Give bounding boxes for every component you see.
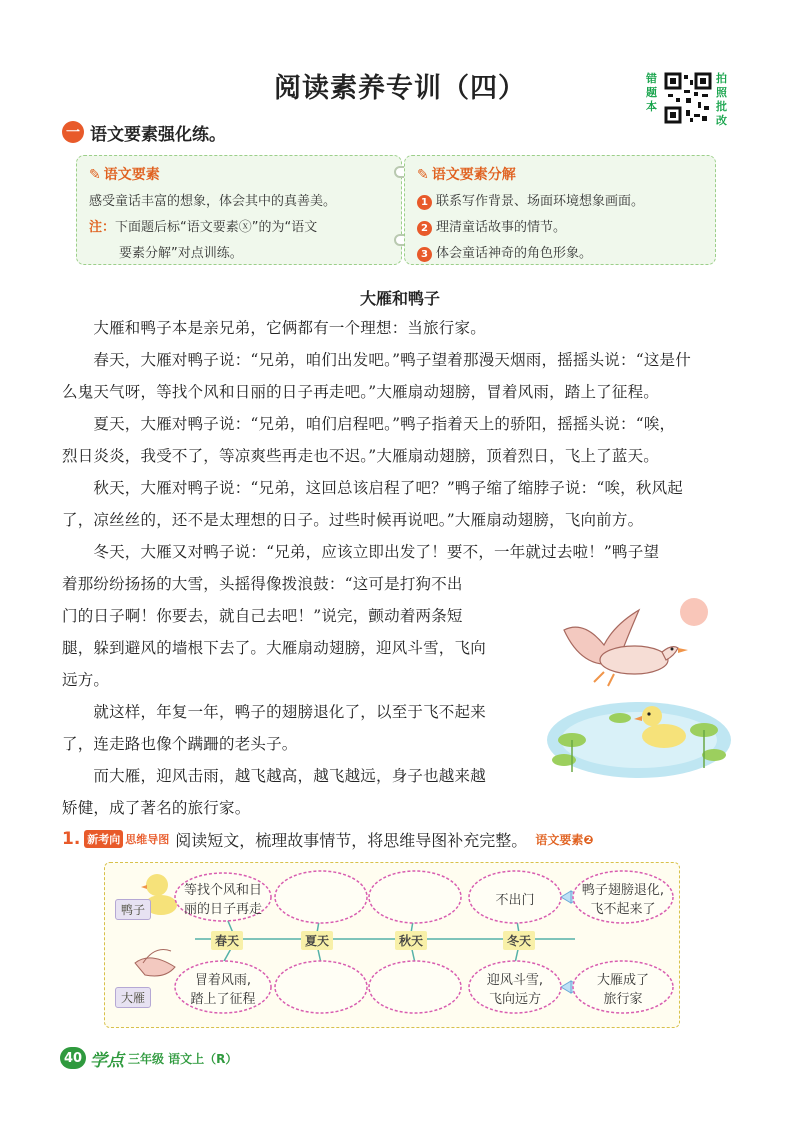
qr-code-icon[interactable] — [664, 72, 712, 124]
section-title: 语文要素强化练。 — [90, 124, 226, 145]
story-title: 大雁和鸭子 — [359, 289, 440, 308]
brand-logo: 学点 — [90, 1050, 124, 1071]
breakdown-item: 1 联系写作背景、场面环境想象画面。 — [417, 190, 644, 210]
goose-spring-text: 冒着风雨, 踏上了征程 — [190, 973, 256, 1007]
mind-map — [104, 862, 680, 1028]
question-text: 阅读短文，梳理故事情节，将思维导图补充完整。 — [175, 830, 528, 850]
row-label-duck: 鸭子 — [115, 899, 151, 920]
page-footer — [60, 1046, 237, 1070]
requirement-title: ✎ 语文要素 — [89, 167, 160, 183]
goose-summer-blank[interactable] — [281, 965, 361, 1009]
pencil-icon: ✎ — [417, 167, 429, 183]
season-summer: 夏天 — [301, 931, 333, 950]
duck-result-text: 鸭子翅膀退化, 飞不起来了 — [581, 883, 665, 917]
requirement-box — [76, 155, 402, 265]
note-line-1: 注：下面题后标“语文要素ⓧ”的为“语文 — [89, 220, 318, 235]
requirement-breakdown-box — [404, 155, 716, 265]
requirement-text: 感受童话丰富的想象，体会其中的真善美。 — [89, 194, 337, 209]
breakdown-item: 3 体会童话神奇的角色形象。 — [417, 242, 592, 262]
story-paragraph: 而大雁，迎风击雨，越飞越高，越飞越远，身子也越来越 矫健，成了著名的旅行家。 — [62, 767, 486, 817]
story-paragraph: 大雁和鸭子本是亲兄弟，它俩都有一个理想：当旅行家。 — [62, 319, 486, 337]
story-paragraph: 就这样，年复一年，鸭子的翅膀退化了，以至于飞不起来 了，连走路也像个蹒跚的老头子。 — [62, 703, 486, 753]
duck-winter-text: 不出门 — [495, 893, 535, 908]
page-title: 阅读素养专训（四） — [274, 73, 526, 104]
pencil-icon: ✎ — [89, 167, 101, 183]
requirement-tag: 语文要素❷ — [535, 832, 594, 847]
breakdown-title: ✎ 语文要素分解 — [417, 167, 516, 183]
duck-spring-text: 等找个风和日 丽的日子再走 — [183, 883, 262, 917]
season-winter: 冬天 — [503, 931, 535, 950]
qr-left-label: 错 题 本 — [646, 72, 657, 113]
story-paragraph: 春天，大雁对鸭子说：“兄弟，咱们出发吧。”鸭子望着那漫天烟雨，摇摇头说：“这是什 么鬼天气呀，等找个风和日丽的日子再走吧。”大雁扇动翅膀，冒着风雨，踏上了征程。 — [62, 351, 691, 401]
goose-result-text: 大雁成了 旅行家 — [596, 973, 649, 1007]
season-spring: 春天 — [211, 931, 243, 950]
new-trend-badge: 新考向 — [84, 830, 123, 848]
duck-autumn-blank[interactable] — [375, 875, 455, 919]
row-label-goose: 大雁 — [115, 987, 151, 1008]
goose-winter-text: 迎风斗雪, 飞向远方 — [486, 973, 544, 1007]
question-1 — [62, 826, 593, 852]
section-heading — [62, 120, 226, 144]
duck-summer-blank[interactable] — [281, 875, 361, 919]
story-paragraph: 秋天，大雁对鸭子说：“兄弟，这回总该启程了吧？”鸭子缩了缩脖子说：“唉，秋风起 了，凉丝丝的，还不是太理想的日子。过些时候再说吧。”大雁扇动翅膀，飞向前方。 — [62, 479, 683, 529]
breakdown-item: 2 理清童话故事的情节。 — [417, 216, 566, 236]
goose-autumn-blank[interactable] — [375, 965, 455, 1009]
note-line-2: 要素分解”对点训练。 — [119, 246, 243, 261]
season-autumn: 秋天 — [395, 931, 427, 950]
qr-right-label: 拍 照 批 改 — [716, 72, 727, 127]
page-number: 40 — [60, 1047, 86, 1069]
qr-code-panel[interactable] — [646, 72, 730, 126]
section-number: 一 — [62, 121, 84, 143]
mindmap-badge: 思维导图 — [125, 833, 170, 846]
story-paragraph: 夏天，大雁对鸭子说：“兄弟，咱们启程吧。”鸭子指着天上的骄阳，摇摇头说：“唉， 烈日炎炎，我受不了，等凉爽些再走也不迟。”大雁扇动翅膀，顶着烈日，飞上了蓝天。 — [62, 415, 676, 465]
grade-label: 三年级 语文上（R） — [128, 1051, 238, 1066]
goose-and-duck-illustration — [544, 590, 734, 780]
story-paragraph: 冬天，大雁又对鸭子说：“兄弟，应该立即出发了！要不，一年就过去啦！”鸭子望 着那纷纷扬扬的大雪，头摇得像拨浪鼓：“这可是打狗不出 门的日子啊！你要去，就自己去吧！”说完，颤动着两条短 腿，躲到避风的墙根下去了。大雁扇动翅膀，迎风斗雪，飞向 远方。 — [62, 543, 660, 689]
question-number: 1. — [62, 829, 81, 849]
